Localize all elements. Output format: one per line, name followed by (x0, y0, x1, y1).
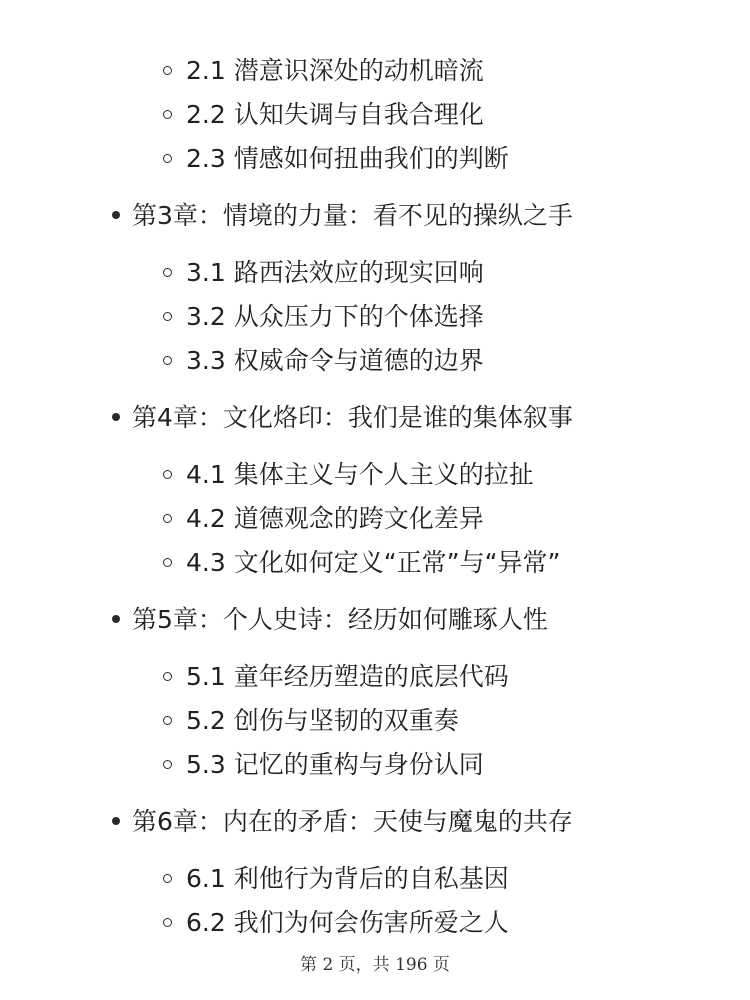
toc-section-text: 6.2 我们为何会伤害所爱之人 (186, 908, 509, 937)
toc-chapter-text: 第6章：内在的矛盾：天使与魔鬼的共存 (132, 807, 573, 836)
page-indicator: 第 2 页，共 196 页 (300, 955, 450, 975)
toc-section-text: 3.2 从众压力下的个体选择 (186, 302, 484, 331)
filled-disc-bullet-icon (112, 615, 120, 623)
hollow-circle-bullet-icon (163, 154, 172, 163)
toc-section-item (163, 859, 509, 899)
hollow-circle-bullet-icon (163, 514, 172, 523)
hollow-circle-bullet-icon (163, 760, 172, 769)
toc-section-item (163, 341, 484, 381)
toc-chapter-item (112, 802, 573, 842)
hollow-circle-bullet-icon (163, 918, 172, 927)
toc-chapter-text: 第3章：情境的力量：看不见的操纵之手 (132, 201, 573, 230)
toc-section-text: 4.2 道德观念的跨文化差异 (186, 504, 484, 533)
hollow-circle-bullet-icon (163, 470, 172, 479)
filled-disc-bullet-icon (112, 211, 120, 219)
toc-section-text: 3.3 权威命令与道德的边界 (186, 346, 484, 375)
toc-section-item (163, 657, 509, 697)
toc-section-text: 2.1 潜意识深处的动机暗流 (186, 56, 484, 85)
toc-section-text: 5.1 童年经历塑造的底层代码 (186, 662, 509, 691)
filled-disc-bullet-icon (112, 817, 120, 825)
toc-section-text: 2.2 认知失调与自我合理化 (186, 100, 484, 129)
toc-section-item (163, 455, 534, 495)
toc-section-item (163, 701, 459, 741)
toc-section-item (163, 745, 484, 785)
toc-section-text: 3.1 路西法效应的现实回响 (186, 258, 484, 287)
toc-section-item (163, 253, 484, 293)
toc-section-item (163, 139, 509, 179)
hollow-circle-bullet-icon (163, 672, 172, 681)
hollow-circle-bullet-icon (163, 558, 172, 567)
toc-section-text: 2.3 情感如何扭曲我们的判断 (186, 144, 509, 173)
toc-section-text: 4.1 集体主义与个人主义的拉扯 (186, 460, 534, 489)
toc-chapter-text: 第5章：个人史诗：经历如何雕琢人性 (132, 605, 548, 634)
hollow-circle-bullet-icon (163, 716, 172, 725)
toc-section-text: 5.3 记忆的重构与身份认同 (186, 750, 484, 779)
hollow-circle-bullet-icon (163, 874, 172, 883)
toc-section-item (163, 297, 484, 337)
hollow-circle-bullet-icon (163, 66, 172, 75)
hollow-circle-bullet-icon (163, 268, 172, 277)
hollow-circle-bullet-icon (163, 110, 172, 119)
toc-section-item (163, 95, 484, 135)
toc-chapter-text: 第4章：文化烙印：我们是谁的集体叙事 (132, 403, 573, 432)
hollow-circle-bullet-icon (163, 312, 172, 321)
toc-section-item (163, 543, 561, 583)
toc-chapter-item (112, 398, 573, 438)
toc-section-item (163, 903, 509, 943)
toc-section-item (163, 499, 484, 539)
toc-section-text: 5.2 创伤与坚韧的双重奏 (186, 706, 459, 735)
toc-section-item (163, 51, 484, 91)
toc-section-text: 4.3 文化如何定义“正常”与“异常” (186, 548, 561, 577)
filled-disc-bullet-icon (112, 413, 120, 421)
toc-chapter-item (112, 600, 548, 640)
hollow-circle-bullet-icon (163, 356, 172, 365)
toc-section-text: 6.1 利他行为背后的自私基因 (186, 864, 509, 893)
toc-chapter-item (112, 196, 573, 236)
